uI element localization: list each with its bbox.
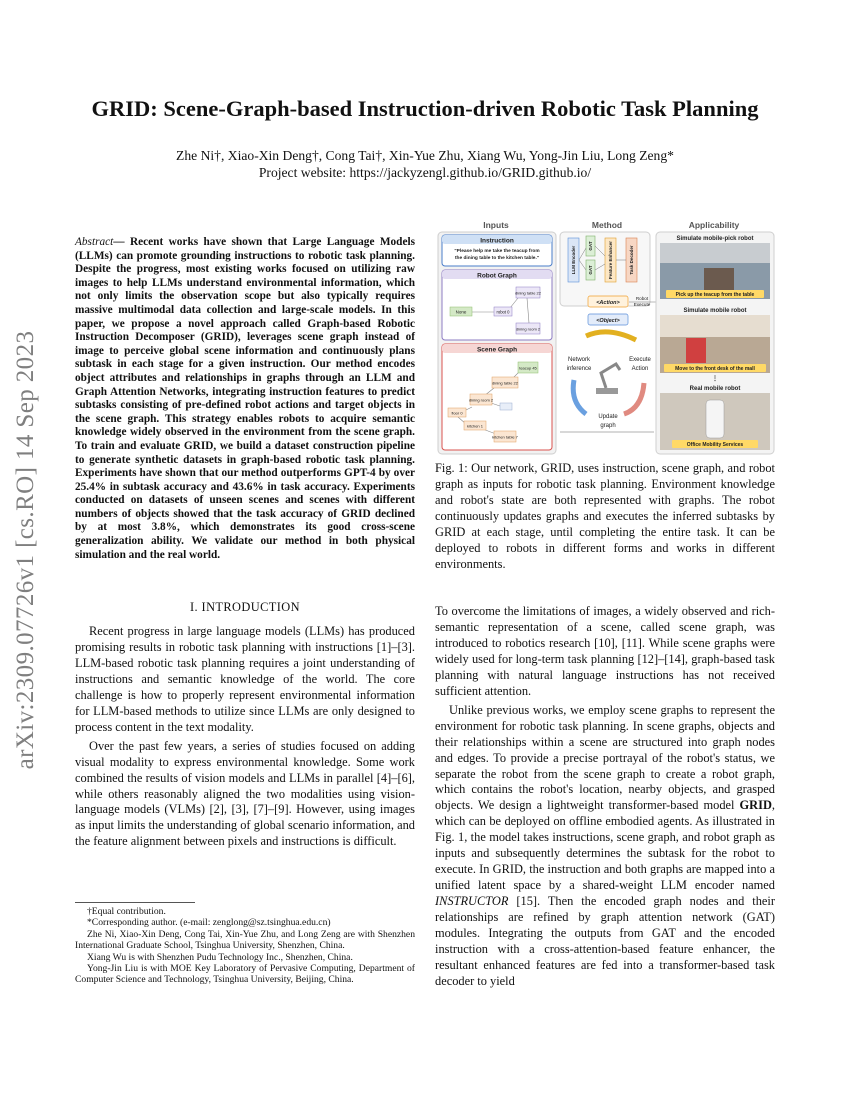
object-label: <Object>	[596, 318, 620, 324]
fig-header-method: Method	[591, 220, 623, 230]
execute-action-line-2: Action	[631, 366, 649, 372]
network-inference-line-1: Network	[567, 357, 591, 363]
network-inference-line-2: inference	[566, 366, 592, 372]
footnote: Zhe Ni, Xiao-Xin Deng, Cong Tai, Xin-Yue Zhu, and Long Zeng are with Shenzhen International Graduate School, Tsinghua University, Shenzhen, China.	[75, 928, 415, 952]
sim-pick-caption: Pick up the teacup from the table	[675, 292, 755, 298]
cycle-arrow-top	[586, 332, 636, 340]
footnote: †Equal contribution.	[87, 906, 166, 917]
right-column-body	[435, 604, 775, 993]
scene-node-label: teacup 45	[519, 365, 537, 371]
instruction-title: Instruction	[480, 237, 514, 245]
dots: ⋮	[712, 376, 718, 382]
sim-pick-image-table	[704, 268, 734, 290]
cycle-arrow-left	[573, 380, 586, 414]
body-paragraph: To overcome the limitations of images, a widely observed and rich-semantic representation of a scene, called scene graph, was introduced to robotics research [10], [11]. While scene graphs were widely used for long-term task planning [12]–[14], graph-based task planning with natural language instructions has not received sufficient attention.	[435, 604, 775, 698]
scene-node-collapsed	[500, 403, 512, 410]
body-text: [15]. Then the encoded graph nodes and their relationships are refined by graph attention network (GAT) modules. Integrating the outputs from GAT and the encoded instruction with a cross-attention-based feature enhancer, the resultant enhanced features are fed into a transformer-based task decoder to yield	[435, 894, 775, 988]
real-title: Real mobile robot	[689, 386, 741, 392]
body-text: , which can be deployed on offline embodied agents. As illustrated in Fig. 1, the model takes instructions, scene graph, and robot graph as inputs and subsequently determines the subtask for the robot to execute. In GRID, the instruction and both graphs are mapped into a unified latent space by a shared-weight LLM encoder named	[435, 798, 775, 893]
footnote: *Corresponding author. (e-mail: zenglong@sz.tsinghua.edu.cn)	[87, 917, 331, 929]
update-graph-line-2: graph	[600, 423, 616, 429]
body-paragraph	[435, 703, 775, 990]
encoder-name: INSTRUCTOR	[435, 894, 509, 909]
abstract-text: — Recent works have shown that Large Language Models (LLMs) can promote grounding instructions to robotic task planning. Despite the progress, most existing works focused on utilizing raw images to help LLMs understand environmental information, which not only limits the observation scope but also typically requires massive multimodal data collection and large-scale models. In this paper, we propose a novel approach called Graph-based Robotic Instruction Decomposer (GRID), leverages scene graph instead of image to perceive global scene information and continuously plans subtask in each stage for a given instruction. Our method encodes object attributes and relationships in graphs through an LLM and Graph Attention Networks, integrating instruction features to predict subtasks consisting of pre-defined robot actions and target objects in the scene graph. This strategy enables robots to acquire semantic knowledge widely observed in the environment from the scene graph. To train and evaluate GRID, we build a dataset construction pipeline to generate synthetic datasets in graph-based robotic task planning. Experiments have shown that our method outperforms GPT-4 by over 25.4% in subtask accuracy and 43.6% in task accuracy. Experiments conducted on datasets of unseen scenes and scenes with different numbers of objects showed that the task accuracy of GRID declined by at most 3.8%, which demonstrates its good cross-scene generalization ability. We validate our method in both physical simulation and the real world.	[75, 236, 415, 561]
sim-pick-image-sky	[660, 243, 770, 263]
method-block-label: Feature Enhancer	[608, 240, 613, 280]
abstract	[75, 236, 415, 562]
sim-mobile-title: Simulate mobile robot	[683, 308, 747, 314]
scene-node-label: dining table 22	[491, 380, 519, 386]
figure-1	[436, 218, 776, 458]
intro-body	[75, 624, 415, 853]
sim-pick-title: Simulate mobile-pick robot	[676, 236, 754, 242]
robot-node-label: robot 0	[496, 309, 510, 315]
scene-graph-title: Scene Graph	[476, 346, 518, 354]
method-block-label: LLM Encoder	[571, 245, 576, 275]
author-list: Zhe Ni†, Xiao-Xin Deng†, Cong Tai†, Xin-Yue Zhu, Xiang Wu, Yong-Jin Liu, Long Zeng*	[176, 148, 674, 163]
method-block-label: GAT	[588, 265, 593, 275]
scene-node-label: dining room 2	[468, 397, 494, 403]
body-text: Unlike previous works, we employ scene graphs to represent the environment for robotic task planning. In scene graphs, objects and their relationships within a scene are structured into graph nodes and edges. To provide a precise portrayal of the robot's status, we separate the robot from the scene graph to create a robot graph, which contains the robot's location, nearby objects, and grasped objects. We design a lightweight transformer-based model	[435, 702, 775, 813]
intro-paragraph: Recent progress in large language models (LLMs) has produced promising results in robotic task planning with instructions [1]–[3]. LLM-based robotic task planning requires a joint understanding of instructions and semantic knowledge of the world. The core challenge is how to properly represent environmental information for LLM-based methods to utilize since LLMs are only designed to process content in the text modality.	[75, 624, 415, 734]
fig-header-applicability: Applicability	[688, 220, 740, 230]
footnote: Yong-Jin Liu is with MOE Key Laboratory of Pervasive Computing, Department of Computer Science and Technology, Tsinghua University, Beijing, China.	[75, 963, 415, 986]
abstract-label: Abstract	[75, 236, 114, 248]
intro-paragraph: Over the past few years, a series of studies focused on adding visual modality to express environmental knowledge. Some work combined the results of vision models and LLMs in parallel [4]–[6], while others reasonably aligned the two modalities using vision-language models (VLMs) [2], [3], [7]–[9]. However, using images as input limits the understanding of global scenario information, and the feature alignment between pixels and instructions is difficult.	[75, 738, 415, 849]
scene-node-label: kitchen 1	[466, 423, 484, 429]
sim-mobile-image-ceiling	[660, 315, 770, 337]
method-block-label: Task Decoder	[629, 245, 634, 275]
paper-title: GRID: Scene-Graph-based Instruction-driven Robotic Task Planning	[91, 96, 759, 121]
instruction-text-line-1: "Please help me take the teacup from	[454, 249, 540, 254]
update-graph-line-1: Update	[598, 414, 618, 420]
footnotes	[75, 906, 415, 986]
robot-execute-line-1: Robot	[635, 296, 649, 301]
fig-header-inputs: Inputs	[483, 220, 509, 230]
action-label: <Action>	[596, 300, 620, 306]
scene-node-label: floor 0	[451, 410, 463, 416]
method-block-label: GAT	[588, 241, 593, 251]
real-caption: Office Mobility Services	[686, 442, 744, 448]
execute-action-line-1: Execute	[629, 357, 651, 363]
scene-node-label: kitchen table 7	[492, 434, 518, 440]
robot-execute-line-2: Execute	[633, 302, 651, 307]
robot-graph-title: Robot Graph	[477, 272, 517, 280]
instruction-text-line-2: the dining table to the kitchen table."	[454, 256, 540, 261]
arxiv-stamp	[3, 290, 49, 810]
footnote-rule	[75, 902, 195, 903]
section-heading: I. INTRODUCTION	[190, 600, 300, 614]
footnote: Xiang Wu is with Shenzhen Pudu Technology Inc., Shenzhen, China.	[87, 951, 353, 963]
sim-mobile-image-booth	[686, 338, 706, 363]
robot-arm-icon	[596, 364, 620, 394]
robot-node-label: dining table 22	[514, 290, 542, 296]
figure-caption: Fig. 1: Our network, GRID, uses instruction, scene graph, and robot graph as inputs for robotic task planning. Environment knowledge and robot's state are both represented with graphs. The robot continuously updates graphs and executes the inferred subtasks by GRID at each stage, until completing the entire task. It can be deployed to robots in different forms and works in different environments.	[435, 461, 775, 571]
cycle-arrow-right	[624, 383, 644, 414]
robot-node-label: dining room 2	[515, 326, 541, 332]
real-robot	[706, 400, 724, 438]
project-website: Project website: https://jackyzengl.github.io/GRID.github.io/	[258, 165, 592, 180]
sim-mobile-caption: Move to the front desk of the mall	[675, 366, 755, 372]
model-name: GRID	[739, 798, 772, 813]
arxiv-id: arXiv:2309.07726v1 [cs.RO] 14 Sep 2023	[12, 330, 39, 770]
robot-node-label: None	[455, 309, 467, 315]
